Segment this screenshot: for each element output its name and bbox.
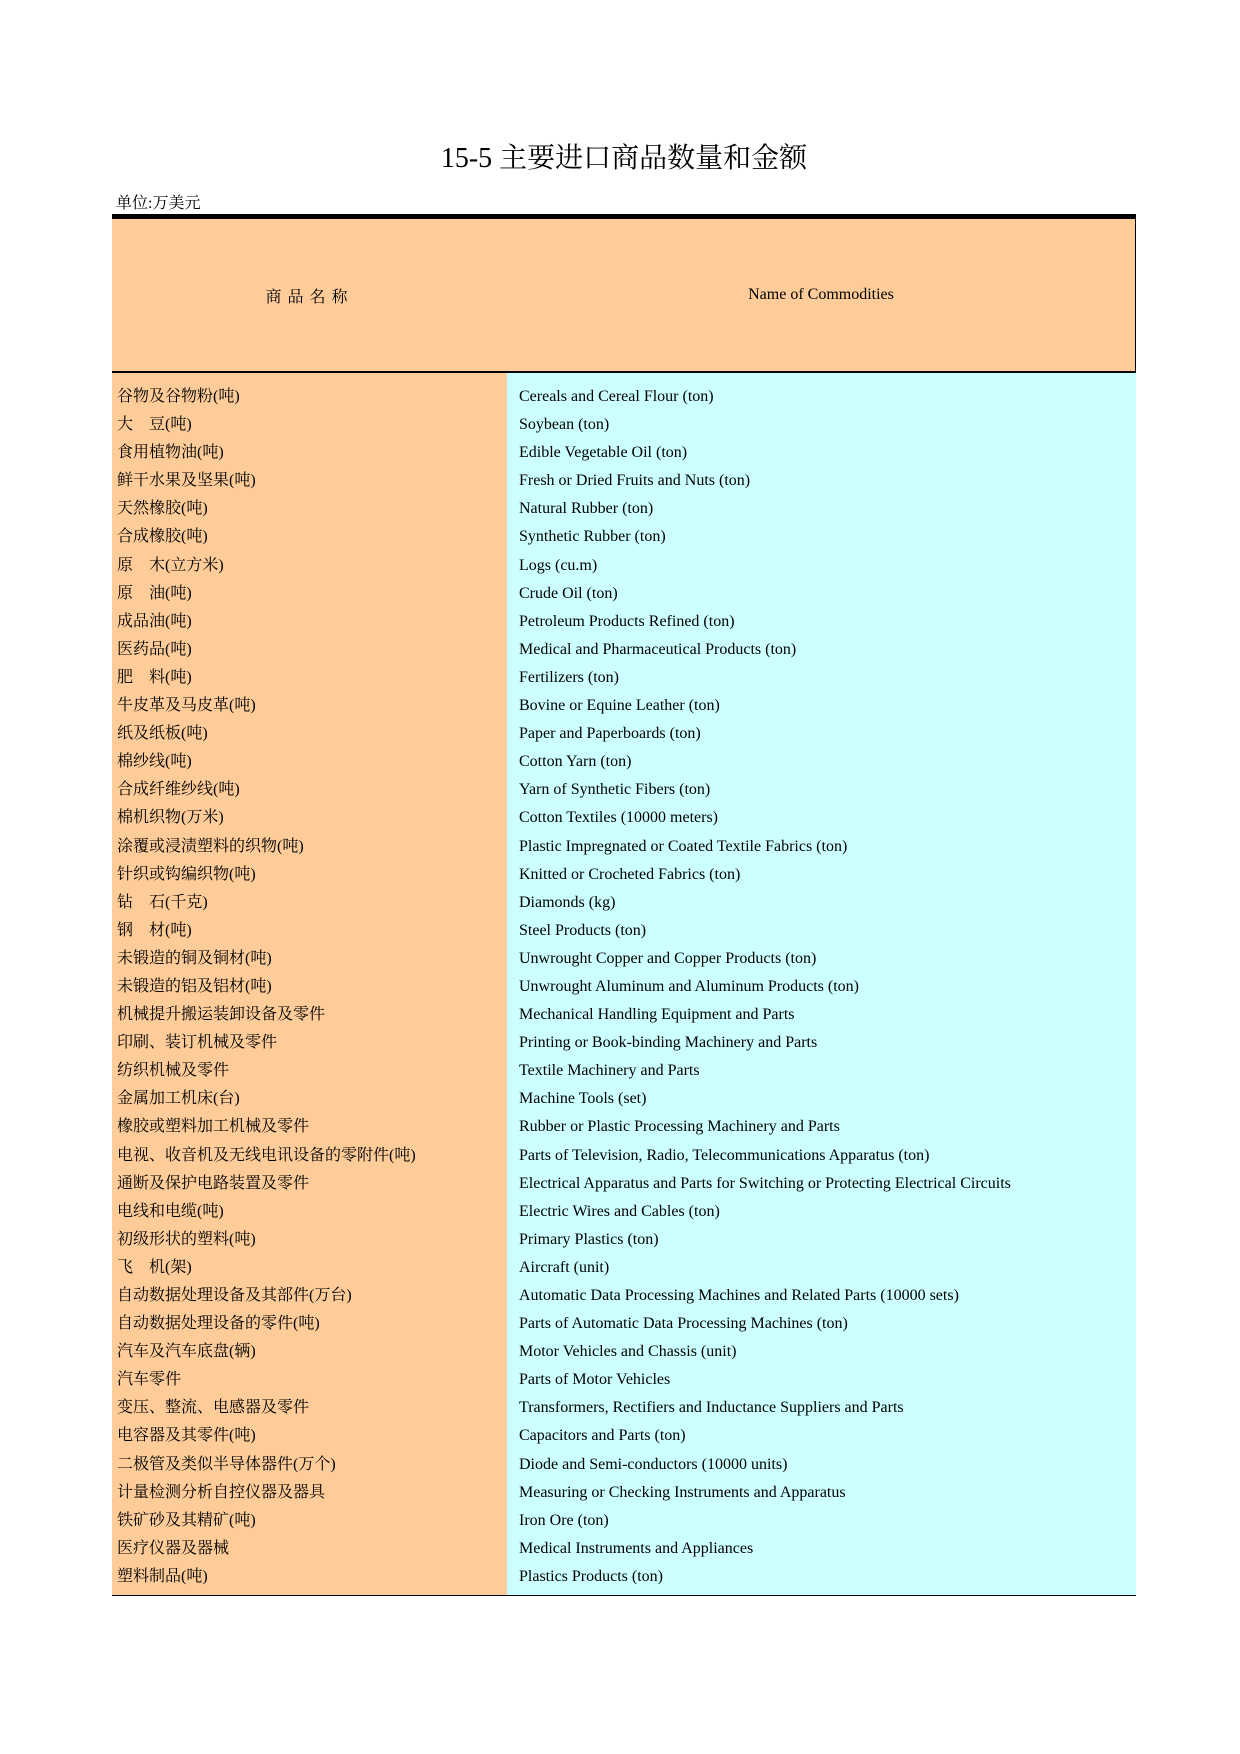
table-cell-en: Unwrought Aluminum and Aluminum Products (ton) (519, 977, 859, 995)
table-cell-en: Parts of Motor Vehicles (519, 1371, 671, 1389)
table-cell-en: Yarn of Synthetic Fibers (ton) (519, 781, 711, 799)
table-cell-en: Machine Tools (set) (519, 1090, 647, 1108)
column-cn (112, 373, 507, 1595)
table-cell-en: Cereals and Cereal Flour (ton) (519, 388, 714, 405)
table-cell-en: Plastic Impregnated or Coated Textile Fabrics (ton) (519, 837, 848, 855)
table-cell-cn: 纺织机械及零件 (117, 1062, 230, 1080)
table-cell-cn: 天然橡胶(吨) (117, 500, 208, 518)
table-cell-cn: 涂覆或浸渍塑料的织物(吨) (117, 837, 304, 855)
table-cell-cn: 未锻造的铜及铜材(吨) (117, 949, 272, 967)
table-cell-cn: 谷物及谷物粉(吨) (117, 388, 240, 405)
table-cell-cn: 自动数据处理设备及其部件(万台) (117, 1287, 352, 1304)
commodities-table (112, 214, 1136, 1596)
table-cell-en: Aircraft (unit) (519, 1258, 610, 1276)
table-cell-en: Bovine or Equine Leather (ton) (519, 697, 720, 715)
table-header (112, 214, 1136, 373)
unit-label: 单位:万美元 (116, 195, 201, 212)
table-cell-cn: 肥 料(吨) (117, 668, 192, 686)
table-cell-cn: 塑料制品(吨) (117, 1567, 208, 1585)
table-cell-cn: 医药品(吨) (117, 640, 192, 658)
table-cell-cn: 印刷、装订机械及零件 (117, 1034, 278, 1052)
table-cell-en: Primary Plastics (ton) (519, 1230, 659, 1248)
table-cell-cn: 计量检测分析自控仪器及器具 (117, 1483, 326, 1501)
table-cell-en: Natural Rubber (ton) (519, 500, 654, 518)
table-cell-cn: 合成橡胶(吨) (117, 528, 208, 546)
table-cell-cn: 汽车零件 (117, 1371, 182, 1389)
table-cell-cn: 原 油(吨) (117, 584, 192, 602)
table-cell-en: Unwrought Copper and Copper Products (ton) (519, 949, 817, 967)
table-cell-en: Parts of Automatic Data Processing Machines (ton) (519, 1315, 848, 1333)
table-cell-cn: 针织或钩编织物(吨) (117, 865, 256, 883)
table-cell-cn: 通断及保护电路装置及零件 (117, 1174, 310, 1192)
table-cell-cn: 食用植物油(吨) (117, 444, 224, 462)
table-cell-en: Cotton Textiles (10000 meters) (519, 809, 718, 827)
table-cell-cn: 电容器及其零件(吨) (117, 1427, 256, 1445)
table-cell-en: Cotton Yarn (ton) (519, 753, 632, 771)
table-cell-en: Measuring or Checking Instruments and Apparatus (519, 1483, 846, 1501)
table-cell-en: Petroleum Products Refined (ton) (519, 612, 735, 630)
table-cell-en: Edible Vegetable Oil (ton) (519, 444, 688, 462)
table-cell-cn: 钻 石(千克) (117, 893, 208, 911)
table-cell-cn: 棉机织物(万米) (117, 809, 224, 827)
page-title: 15-5 主要进口商品数量和金额 (440, 143, 808, 174)
table-cell-en: Plastics Products (ton) (519, 1567, 663, 1585)
table-cell-en: Rubber or Plastic Processing Machinery and Parts (519, 1118, 840, 1136)
table-cell-cn: 医疗仪器及器械 (117, 1539, 230, 1557)
table-cell-cn: 牛皮革及马皮革(吨) (117, 697, 256, 715)
table-cell-cn: 金属加工机床(台) (117, 1090, 240, 1108)
table-cell-en: Iron Ore (ton) (519, 1511, 609, 1529)
table-cell-cn: 二极管及类似半导体器件(万个) (117, 1455, 336, 1473)
table-cell-cn: 鲜干水果及坚果(吨) (117, 472, 256, 490)
table-cell-cn: 电视、收音机及无线电讯设备的零附件(吨) (117, 1146, 416, 1164)
table-cell-en: Electric Wires and Cables (ton) (519, 1202, 720, 1220)
table-cell-cn: 钢 材(吨) (117, 921, 192, 939)
table-cell-en: Soybean (ton) (519, 416, 610, 434)
table-cell-cn: 纸及纸板(吨) (117, 725, 208, 743)
table-cell-cn: 飞 机(架) (117, 1258, 192, 1276)
table-cell-cn: 机械提升搬运装卸设备及零件 (117, 1006, 326, 1024)
table-cell-en: Steel Products (ton) (519, 921, 647, 939)
table-cell-cn: 变压、整流、电感器及零件 (117, 1399, 310, 1417)
table-body (112, 373, 1136, 1596)
table-cell-en: Medical and Pharmaceutical Products (ton) (519, 640, 797, 658)
table-cell-en: Automatic Data Processing Machines and Related Parts (10000 sets) (519, 1287, 959, 1304)
table-cell-en: Knitted or Crocheted Fabrics (ton) (519, 865, 741, 883)
table-cell-en: Medical Instruments and Appliances (519, 1539, 754, 1557)
table-cell-cn: 自动数据处理设备的零件(吨) (117, 1315, 320, 1333)
table-cell-en: Fresh or Dried Fruits and Nuts (ton) (519, 472, 751, 490)
table-cell-en: Transformers, Rectifiers and Inductance Suppliers and Parts (519, 1399, 904, 1417)
table-cell-en: Logs (cu.m) (519, 556, 598, 574)
table-cell-cn: 初级形状的塑料(吨) (117, 1230, 256, 1248)
table-cell-en: Motor Vehicles and Chassis (unit) (519, 1343, 737, 1361)
header-cn: 商品名称 (265, 288, 354, 306)
table-cell-cn: 未锻造的铝及铝材(吨) (117, 977, 272, 995)
table-cell-cn: 大 豆(吨) (117, 416, 192, 434)
table-cell-cn: 汽车及汽车底盘(辆) (117, 1343, 256, 1361)
table-cell-en: Printing or Book-binding Machinery and Parts (519, 1034, 818, 1052)
table-cell-en: Electrical Apparatus and Parts for Switching or Protecting Electrical Circuits (519, 1174, 1011, 1192)
table-cell-cn: 棉纱线(吨) (117, 753, 192, 771)
table-cell-cn: 电线和电缆(吨) (117, 1202, 224, 1220)
column-en (507, 373, 1136, 1595)
table-cell-cn: 铁矿砂及其精矿(吨) (117, 1511, 256, 1529)
table-cell-en: Textile Machinery and Parts (519, 1062, 700, 1080)
table-cell-en: Diode and Semi-conductors (10000 units) (519, 1455, 788, 1473)
table-cell-en: Diamonds (kg) (519, 893, 616, 911)
table-cell-cn: 橡胶或塑料加工机械及零件 (117, 1118, 310, 1136)
table-cell-en: Synthetic Rubber (ton) (519, 528, 666, 546)
table-cell-cn: 成品油(吨) (117, 612, 192, 630)
table-cell-en: Paper and Paperboards (ton) (519, 725, 701, 743)
table-cell-en: Capacitors and Parts (ton) (519, 1427, 686, 1445)
table-cell-en: Fertilizers (ton) (519, 668, 619, 686)
table-cell-cn: 原 木(立方米) (117, 556, 224, 574)
table-cell-en: Crude Oil (ton) (519, 584, 618, 602)
table-cell-cn: 合成纤维纱线(吨) (117, 781, 240, 799)
table-cell-en: Mechanical Handling Equipment and Parts (519, 1006, 795, 1024)
header-en: Name of Commodities (748, 286, 894, 303)
table-cell-en: Parts of Television, Radio, Telecommunications Apparatus (ton) (519, 1146, 930, 1164)
